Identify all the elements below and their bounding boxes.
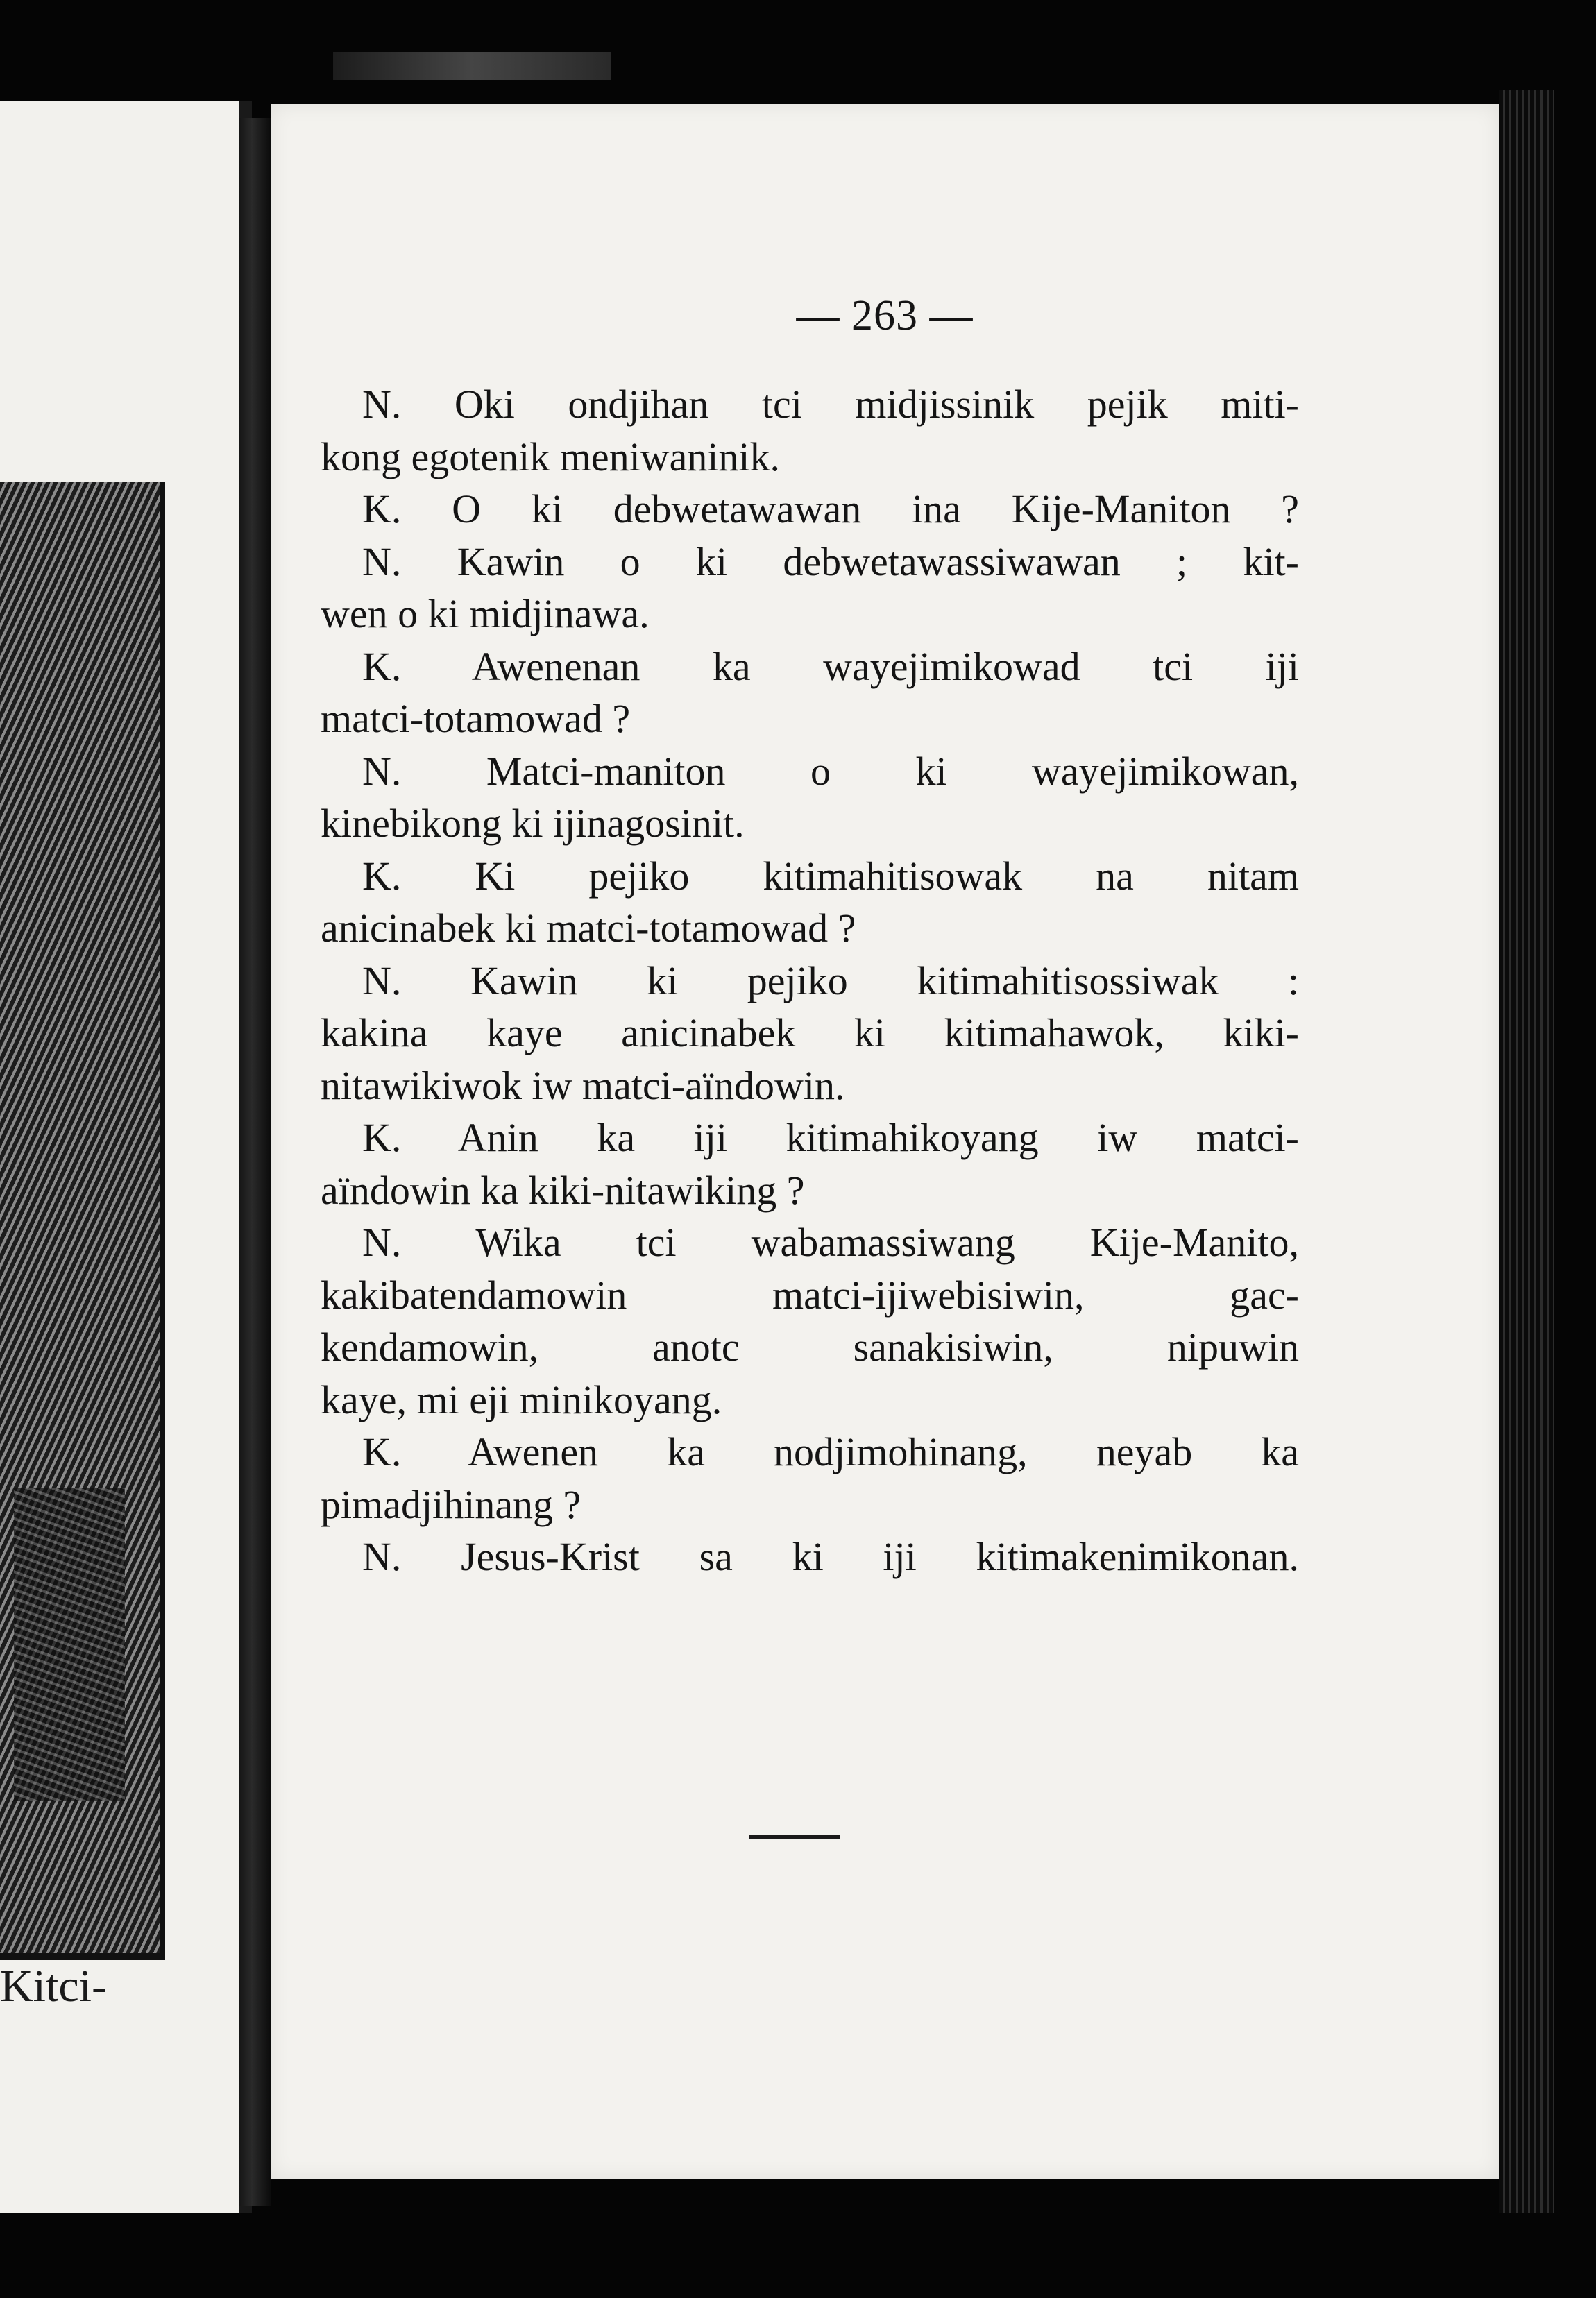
text-line: N. Jesus-Krist sa ki iji kitimakenimikonan.	[362, 1534, 1299, 1579]
text-line: kakina kaye anicinabek ki kitimahawok, kiki-	[321, 1010, 1299, 1055]
page-edge-stack	[1499, 90, 1554, 2213]
left-page	[0, 101, 252, 2213]
text-line: pimadjihinang ?	[321, 1481, 581, 1527]
text-line: kaye, mi eji minikoyang.	[321, 1377, 722, 1422]
text-line: kendamowin, anotc sanakisiwin, nipuwin	[321, 1325, 1299, 1370]
text-line: N. Kawin o ki debwetawassiwawan ; kit-	[362, 538, 1299, 584]
book-gutter	[239, 118, 271, 2206]
text-line: K. Awenen ka nodjimohinang, neyab ka	[362, 1429, 1299, 1474]
text-line: K. O ki debwetawawan ina Kije-Maniton ?	[362, 486, 1299, 531]
text-line: kinebikong ki ijinagosinit.	[321, 801, 745, 846]
text-line: wen o ki midjinawa.	[321, 591, 650, 636]
engraving-illustration	[0, 482, 165, 1960]
text-line: K. Ki pejiko kitimahitisowak na nitam	[362, 853, 1299, 899]
right-page	[271, 104, 1499, 2179]
text-line: anicinabek ki matci-totamowad ?	[321, 905, 856, 951]
text-line: K. Anin ka iji kitimahikoyang iw matci-	[362, 1115, 1299, 1160]
text-line: kakibatendamowin matci-ijiwebisiwin, gac-	[321, 1272, 1299, 1318]
text-line: N. Oki ondjihan tci midjissinik pejik miti-	[362, 382, 1299, 427]
text-line: N. Wika tci wabamassiwang Kije-Manito,	[362, 1220, 1299, 1265]
text-line: matci-totamowad ?	[321, 696, 631, 741]
page-number: — 263 —	[796, 292, 974, 339]
left-page-caption-fragment: Kitci-	[0, 1961, 107, 2011]
end-rule	[749, 1835, 840, 1839]
text-line: N. Kawin ki pejiko kitimahitisossiwak :	[362, 958, 1299, 1003]
text-line: N. Matci-maniton o ki wayejimikowan,	[362, 748, 1299, 794]
catechism-text-block	[321, 378, 1299, 1583]
text-line: K. Awenenan ka wayejimikowad tci iji	[362, 643, 1299, 689]
scan-smudge	[333, 52, 611, 80]
text-line: aïndowin ka kiki-nitawiking ?	[321, 1167, 805, 1213]
text-line: kong egotenik meniwaninik.	[321, 434, 781, 479]
text-line: nitawikiwok iw matci-aïndowin.	[321, 1062, 845, 1108]
